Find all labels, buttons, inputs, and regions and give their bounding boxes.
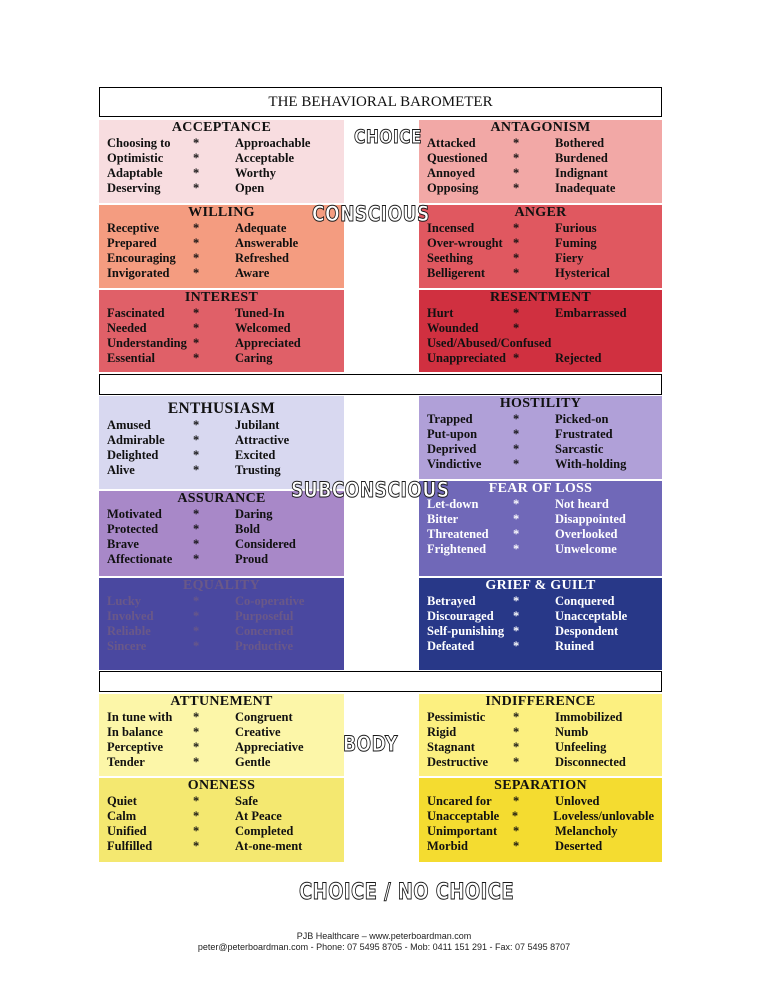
separator-band-2	[99, 671, 662, 692]
feeling-word: Approachable	[235, 136, 311, 150]
list-item	[427, 306, 654, 321]
feeling-word: Adaptable	[107, 166, 163, 180]
feeling-word: Bitter	[427, 512, 459, 526]
feeling-word: Melancholy	[555, 824, 618, 838]
list-item	[427, 181, 654, 196]
separator-star: *	[193, 725, 200, 739]
feeling-word: Disappointed	[555, 512, 626, 526]
feeling-word: Used/Abused/Confused	[427, 336, 552, 350]
separator-star: *	[193, 166, 200, 180]
list-item	[427, 624, 654, 639]
list-item	[427, 794, 654, 809]
feeling-word: Threatened	[427, 527, 489, 541]
feeling-word: Unimportant	[427, 824, 498, 838]
separator-star: *	[513, 594, 520, 608]
list-item	[427, 351, 654, 366]
feeling-word: Purposeful	[235, 609, 294, 623]
list-item	[107, 151, 336, 166]
feeling-word: Hurt	[427, 306, 454, 320]
feeling-word: Delighted	[107, 448, 159, 462]
separator-star: *	[513, 824, 520, 838]
list-item	[107, 448, 336, 463]
separator-star: *	[513, 755, 520, 769]
list-item	[427, 527, 654, 542]
separator-star: *	[193, 463, 200, 477]
feeling-word: Overlooked	[555, 527, 618, 541]
list-item	[107, 552, 336, 567]
list-item	[107, 725, 336, 740]
feeling-word: Stagnant	[427, 740, 475, 754]
separator-star: *	[513, 639, 520, 653]
feeling-word: Attacked	[427, 136, 476, 150]
separator-star: *	[513, 512, 520, 526]
list-item	[427, 321, 654, 336]
separator-star: *	[193, 740, 200, 754]
label-choice-no-choice: CHOICE / NO CHOICE	[299, 880, 515, 905]
panel-heading: EQUALITY	[182, 578, 261, 593]
list-item	[427, 336, 654, 351]
separator-star: *	[513, 457, 520, 471]
list-item	[427, 427, 654, 442]
panel-heading: ONENESS	[187, 778, 256, 793]
feeling-word: Rejected	[555, 351, 602, 365]
separator-star: *	[193, 507, 200, 521]
feeling-word: Alive	[107, 463, 135, 477]
feeling-word: Deprived	[427, 442, 477, 456]
feeling-word: Fascinated	[107, 306, 165, 320]
separator-star: *	[193, 266, 200, 280]
separator-star: *	[513, 609, 520, 623]
feeling-word: Unappreciated	[427, 351, 506, 365]
separator-star: *	[193, 136, 200, 150]
separator-star: *	[513, 321, 520, 335]
list-item	[427, 266, 654, 281]
panel-heading: ANGER	[514, 205, 567, 220]
panel-fear-of-loss	[419, 481, 662, 576]
separator-star: *	[513, 221, 520, 235]
feeling-word: Safe	[235, 794, 258, 808]
list-item	[107, 624, 336, 639]
list-item	[107, 809, 336, 824]
feeling-word: Lucky	[107, 594, 142, 608]
panel-equality	[99, 578, 344, 670]
separator-star: *	[513, 442, 520, 456]
separator-star: *	[193, 221, 200, 235]
feeling-word: Numb	[555, 725, 589, 739]
panel-heading: ATTUNEMENT	[170, 694, 273, 709]
feeling-word	[555, 321, 654, 336]
feeling-word: Destructive	[427, 755, 489, 769]
panel-heading: WILLING	[188, 205, 255, 220]
page-title: THE BEHAVIORAL BAROMETER	[99, 87, 662, 117]
feeling-word: Frustrated	[555, 427, 613, 441]
feeling-word: Concerned	[235, 624, 294, 638]
feeling-word: Choosing to	[107, 136, 171, 150]
feeling-word: Deserted	[555, 839, 603, 853]
list-item	[427, 512, 654, 527]
feeling-word: Over-wrought	[427, 236, 503, 250]
list-item	[107, 507, 336, 522]
separator-star: *	[513, 412, 520, 426]
list-item	[427, 221, 654, 236]
label-body: BODY	[343, 732, 398, 756]
feeling-word: Fuming	[555, 236, 597, 250]
feeling-word: Immobilized	[555, 710, 623, 724]
feeling-word: Co-operative	[235, 594, 305, 608]
list-item	[107, 639, 336, 654]
list-item	[427, 166, 654, 181]
feeling-word: With-holding	[555, 457, 627, 471]
feeling-word: Congruent	[235, 710, 293, 724]
list-item	[107, 251, 336, 266]
separator-star: *	[513, 710, 520, 724]
feeling-word: Tender	[107, 755, 145, 769]
feeling-word: Invigorated	[107, 266, 170, 280]
panel-heading: SEPARATION	[494, 778, 587, 793]
separator-star: *	[513, 181, 520, 195]
separator-star: *	[193, 321, 200, 335]
feeling-word: Daring	[235, 507, 273, 521]
feeling-word: Indignant	[555, 166, 608, 180]
list-item	[107, 537, 336, 552]
feeling-word: Betrayed	[427, 594, 476, 608]
feeling-word: Open	[235, 181, 265, 195]
list-item	[107, 522, 336, 537]
feeling-word: Sarcastic	[555, 442, 604, 456]
list-item	[107, 839, 336, 854]
panel-heading: ASSURANCE	[177, 491, 266, 506]
feeling-word: Fulfilled	[107, 839, 153, 853]
list-item	[427, 725, 654, 740]
list-item	[427, 457, 654, 472]
feeling-word: Rigid	[427, 725, 457, 739]
feeling-word: Understanding	[107, 336, 187, 350]
feeling-word: Optimistic	[107, 151, 164, 165]
list-item	[427, 809, 654, 824]
feeling-word: Morbid	[427, 839, 468, 853]
feeling-word: Let-down	[427, 497, 479, 511]
feeling-word: Defeated	[427, 639, 475, 653]
feeling-word: Quiet	[107, 794, 137, 808]
feeling-word: Reliable	[107, 624, 151, 638]
separator-star: *	[513, 839, 520, 853]
feeling-word: Admirable	[107, 433, 165, 447]
panel-indifference	[419, 694, 662, 776]
feeling-word: Jubilant	[235, 418, 280, 432]
feeling-word: Appreciated	[235, 336, 301, 350]
feeling-word: Considered	[235, 537, 296, 551]
list-item	[107, 755, 336, 770]
separator-star: *	[193, 448, 200, 462]
feeling-word: Prepared	[107, 236, 157, 250]
separator-star: *	[513, 497, 520, 511]
list-item	[427, 151, 654, 166]
feeling-word: Put-upon	[427, 427, 478, 441]
list-item	[107, 794, 336, 809]
list-item	[427, 594, 654, 609]
list-item	[427, 136, 654, 151]
list-item	[427, 710, 654, 725]
panel-hostility	[419, 396, 662, 479]
list-item	[427, 639, 654, 654]
feeling-word: Creative	[235, 725, 281, 739]
feeling-word: Inadequate	[555, 181, 616, 195]
feeling-word: Protected	[107, 522, 159, 536]
panel-heading: INDIFFERENCE	[485, 694, 596, 709]
feeling-word: Perceptive	[107, 740, 163, 754]
feeling-word: Questioned	[427, 151, 488, 165]
separator-star: *	[513, 427, 520, 441]
label-conscious: CONSCIOUS	[312, 202, 430, 226]
list-item	[107, 336, 336, 351]
feeling-word: Welcomed	[235, 321, 291, 335]
separator-star: *	[193, 418, 200, 432]
panel-attunement	[99, 694, 344, 776]
feeling-word: Annoyed	[427, 166, 475, 180]
feeling-word: Loveless/unlovable	[553, 809, 654, 823]
label-subconscious: SUBCONSCIOUS	[291, 478, 450, 502]
feeling-word: Furious	[555, 221, 597, 235]
separator-star: *	[193, 839, 200, 853]
feeling-word: Attractive	[235, 433, 290, 447]
separator-star: *	[193, 639, 200, 653]
panel-willing	[99, 205, 344, 288]
feeling-word: Affectionate	[107, 552, 173, 566]
separator-star: *	[193, 809, 200, 823]
feeling-word: Despondent	[555, 624, 619, 638]
list-item	[427, 442, 654, 457]
feeling-word: In tune with	[107, 710, 173, 724]
panel-heading: ENTHUSIASM	[167, 400, 276, 417]
list-item	[427, 609, 654, 624]
feeling-word: Calm	[107, 809, 137, 823]
feeling-word: Vindictive	[427, 457, 482, 471]
panel-heading: FEAR OF LOSS	[488, 481, 593, 496]
list-item	[107, 351, 336, 366]
panel-enthusiasm	[99, 396, 344, 489]
separator-star: *	[513, 740, 520, 754]
feeling-word: Incensed	[427, 221, 475, 235]
feeling-word: Not heard	[555, 497, 609, 511]
list-item	[107, 433, 336, 448]
separator-star: *	[513, 794, 520, 808]
feeling-word: Answerable	[235, 236, 299, 250]
list-item	[107, 463, 336, 478]
separator-star: *	[193, 552, 200, 566]
feeling-word: Gentle	[235, 755, 271, 769]
list-item	[427, 497, 654, 512]
separator-star: *	[513, 542, 520, 556]
feeling-word: Deserving	[107, 181, 161, 195]
list-item	[107, 321, 336, 336]
panel-oneness	[99, 778, 344, 862]
list-item	[107, 824, 336, 839]
list-item	[427, 740, 654, 755]
separator-star: *	[193, 251, 200, 265]
panel-acceptance	[99, 120, 344, 203]
list-item	[427, 236, 654, 251]
feeling-word: Unacceptable	[427, 809, 500, 823]
feeling-word: In balance	[107, 725, 163, 739]
separator-star: *	[513, 527, 520, 541]
separator-star: *	[513, 151, 520, 165]
separator-star: *	[513, 166, 520, 180]
panel-heading: INTEREST	[184, 290, 259, 305]
feeling-word: Productive	[235, 639, 294, 653]
separator-band-1	[99, 374, 662, 395]
feeling-word: Bothered	[555, 136, 605, 150]
feeling-word: Receptive	[107, 221, 160, 235]
list-item	[107, 418, 336, 433]
feeling-word: Embarrassed	[555, 306, 627, 320]
feeling-word: Unloved	[555, 794, 600, 808]
separator-star: *	[193, 433, 200, 447]
separator-star: *	[513, 136, 520, 150]
feeling-word: Self-punishing	[427, 624, 505, 638]
separator-star: *	[193, 151, 200, 165]
separator-star: *	[193, 537, 200, 551]
separator-star	[513, 336, 555, 351]
feeling-word: Belligerent	[427, 266, 486, 280]
feeling-word: Trusting	[235, 463, 281, 477]
feeling-word: Burdened	[555, 151, 608, 165]
feeling-word: Picked-on	[555, 412, 609, 426]
feeling-word: Frightened	[427, 542, 487, 556]
separator-star: *	[193, 710, 200, 724]
list-item	[427, 824, 654, 839]
feeling-word: Discouraged	[427, 609, 494, 623]
feeling-word: Worthy	[235, 166, 276, 180]
separator-star: *	[193, 609, 200, 623]
separator-star: *	[193, 824, 200, 838]
separator-star: *	[513, 266, 520, 280]
list-item	[427, 542, 654, 557]
separator-star: *	[193, 306, 200, 320]
separator-star: *	[513, 725, 520, 739]
feeling-word	[555, 336, 654, 351]
feeling-word: Tuned-In	[235, 306, 285, 320]
panel-interest	[99, 290, 344, 372]
separator-star: *	[513, 251, 520, 265]
panel-separation	[419, 778, 662, 862]
panel-anger	[419, 205, 662, 288]
feeling-word: Involved	[107, 609, 154, 623]
feeling-word: Unwelcome	[555, 542, 617, 556]
separator-star: *	[193, 624, 200, 638]
feeling-word: Aware	[235, 266, 270, 280]
list-item	[427, 755, 654, 770]
separator-star: *	[193, 594, 200, 608]
panel-heading: ACCEPTANCE	[171, 120, 272, 135]
feeling-word: At-one-ment	[235, 839, 303, 853]
list-item	[427, 251, 654, 266]
list-item	[427, 412, 654, 427]
separator-star: *	[193, 522, 200, 536]
separator-star: *	[511, 809, 519, 823]
list-item	[107, 740, 336, 755]
feeling-word: Seething	[427, 251, 473, 265]
panel-heading: ANTAGONISM	[490, 120, 591, 135]
feeling-word: Refreshed	[235, 251, 289, 265]
feeling-word: Essential	[107, 351, 155, 365]
feeling-word: Adequate	[235, 221, 287, 235]
list-item	[107, 236, 336, 251]
feeling-word: Hysterical	[555, 266, 610, 280]
separator-star: *	[193, 755, 200, 769]
feeling-word: Motivated	[107, 507, 162, 521]
list-item	[427, 839, 654, 854]
feeling-word: Trapped	[427, 412, 473, 426]
separator-star: *	[193, 336, 200, 350]
feeling-word: Needed	[107, 321, 147, 335]
feeling-word: Caring	[235, 351, 273, 365]
panel-assurance	[99, 491, 344, 576]
feeling-word: At Peace	[235, 809, 282, 823]
feeling-word: Proud	[235, 552, 269, 566]
list-item	[107, 266, 336, 281]
feeling-word: Opposing	[427, 181, 479, 195]
panel-antagonism	[419, 120, 662, 203]
separator-star: *	[193, 351, 200, 365]
feeling-word: Sincere	[107, 639, 147, 653]
list-item	[107, 594, 336, 609]
footer-line-2: peter@peterboardman.com - Phone: 07 5495 8705 - Mob: 0411 151 291 - Fax: 07 5495 8707	[197, 942, 571, 952]
list-item	[107, 181, 336, 196]
feeling-word: Unfeeling	[555, 740, 607, 754]
panel-heading: GRIEF & GUILT	[485, 578, 596, 593]
panel-heading: RESENTMENT	[489, 290, 592, 305]
label-choice: CHOICE	[354, 126, 423, 148]
feeling-word: Completed	[235, 824, 294, 838]
feeling-word: Uncared for	[427, 794, 492, 808]
separator-star: *	[513, 306, 520, 320]
feeling-word: Ruined	[555, 639, 594, 653]
separator-star: *	[193, 236, 200, 250]
feeling-word: Excited	[235, 448, 276, 462]
feeling-word: Amused	[107, 418, 151, 432]
list-item	[107, 166, 336, 181]
feeling-word: Brave	[107, 537, 139, 551]
feeling-word: Unified	[107, 824, 147, 838]
panel-heading: HOSTILITY	[499, 396, 582, 411]
panel-resentment	[419, 290, 662, 372]
feeling-word: Acceptable	[235, 151, 295, 165]
feeling-word: Wounded	[427, 321, 479, 335]
separator-star: *	[513, 236, 520, 250]
separator-star: *	[513, 624, 520, 638]
feeling-word: Fiery	[555, 251, 584, 265]
list-item	[107, 609, 336, 624]
separator-star: *	[513, 351, 520, 365]
separator-star: *	[193, 794, 200, 808]
feeling-word: Bold	[235, 522, 261, 536]
panel-grief-guilt	[419, 578, 662, 670]
feeling-word: Disconnected	[555, 755, 626, 769]
list-item	[107, 136, 336, 151]
list-item	[107, 710, 336, 725]
list-item	[107, 221, 336, 236]
feeling-word: Appreciative	[235, 740, 304, 754]
separator-star: *	[193, 181, 200, 195]
feeling-word: Conquered	[555, 594, 615, 608]
feeling-word: Encouraging	[107, 251, 176, 265]
footer-line-1: PJB Healthcare – www.peterboardman.com	[296, 931, 472, 941]
feeling-word: Unacceptable	[555, 609, 628, 623]
feeling-word: Pessimistic	[427, 710, 486, 724]
list-item	[107, 306, 336, 321]
